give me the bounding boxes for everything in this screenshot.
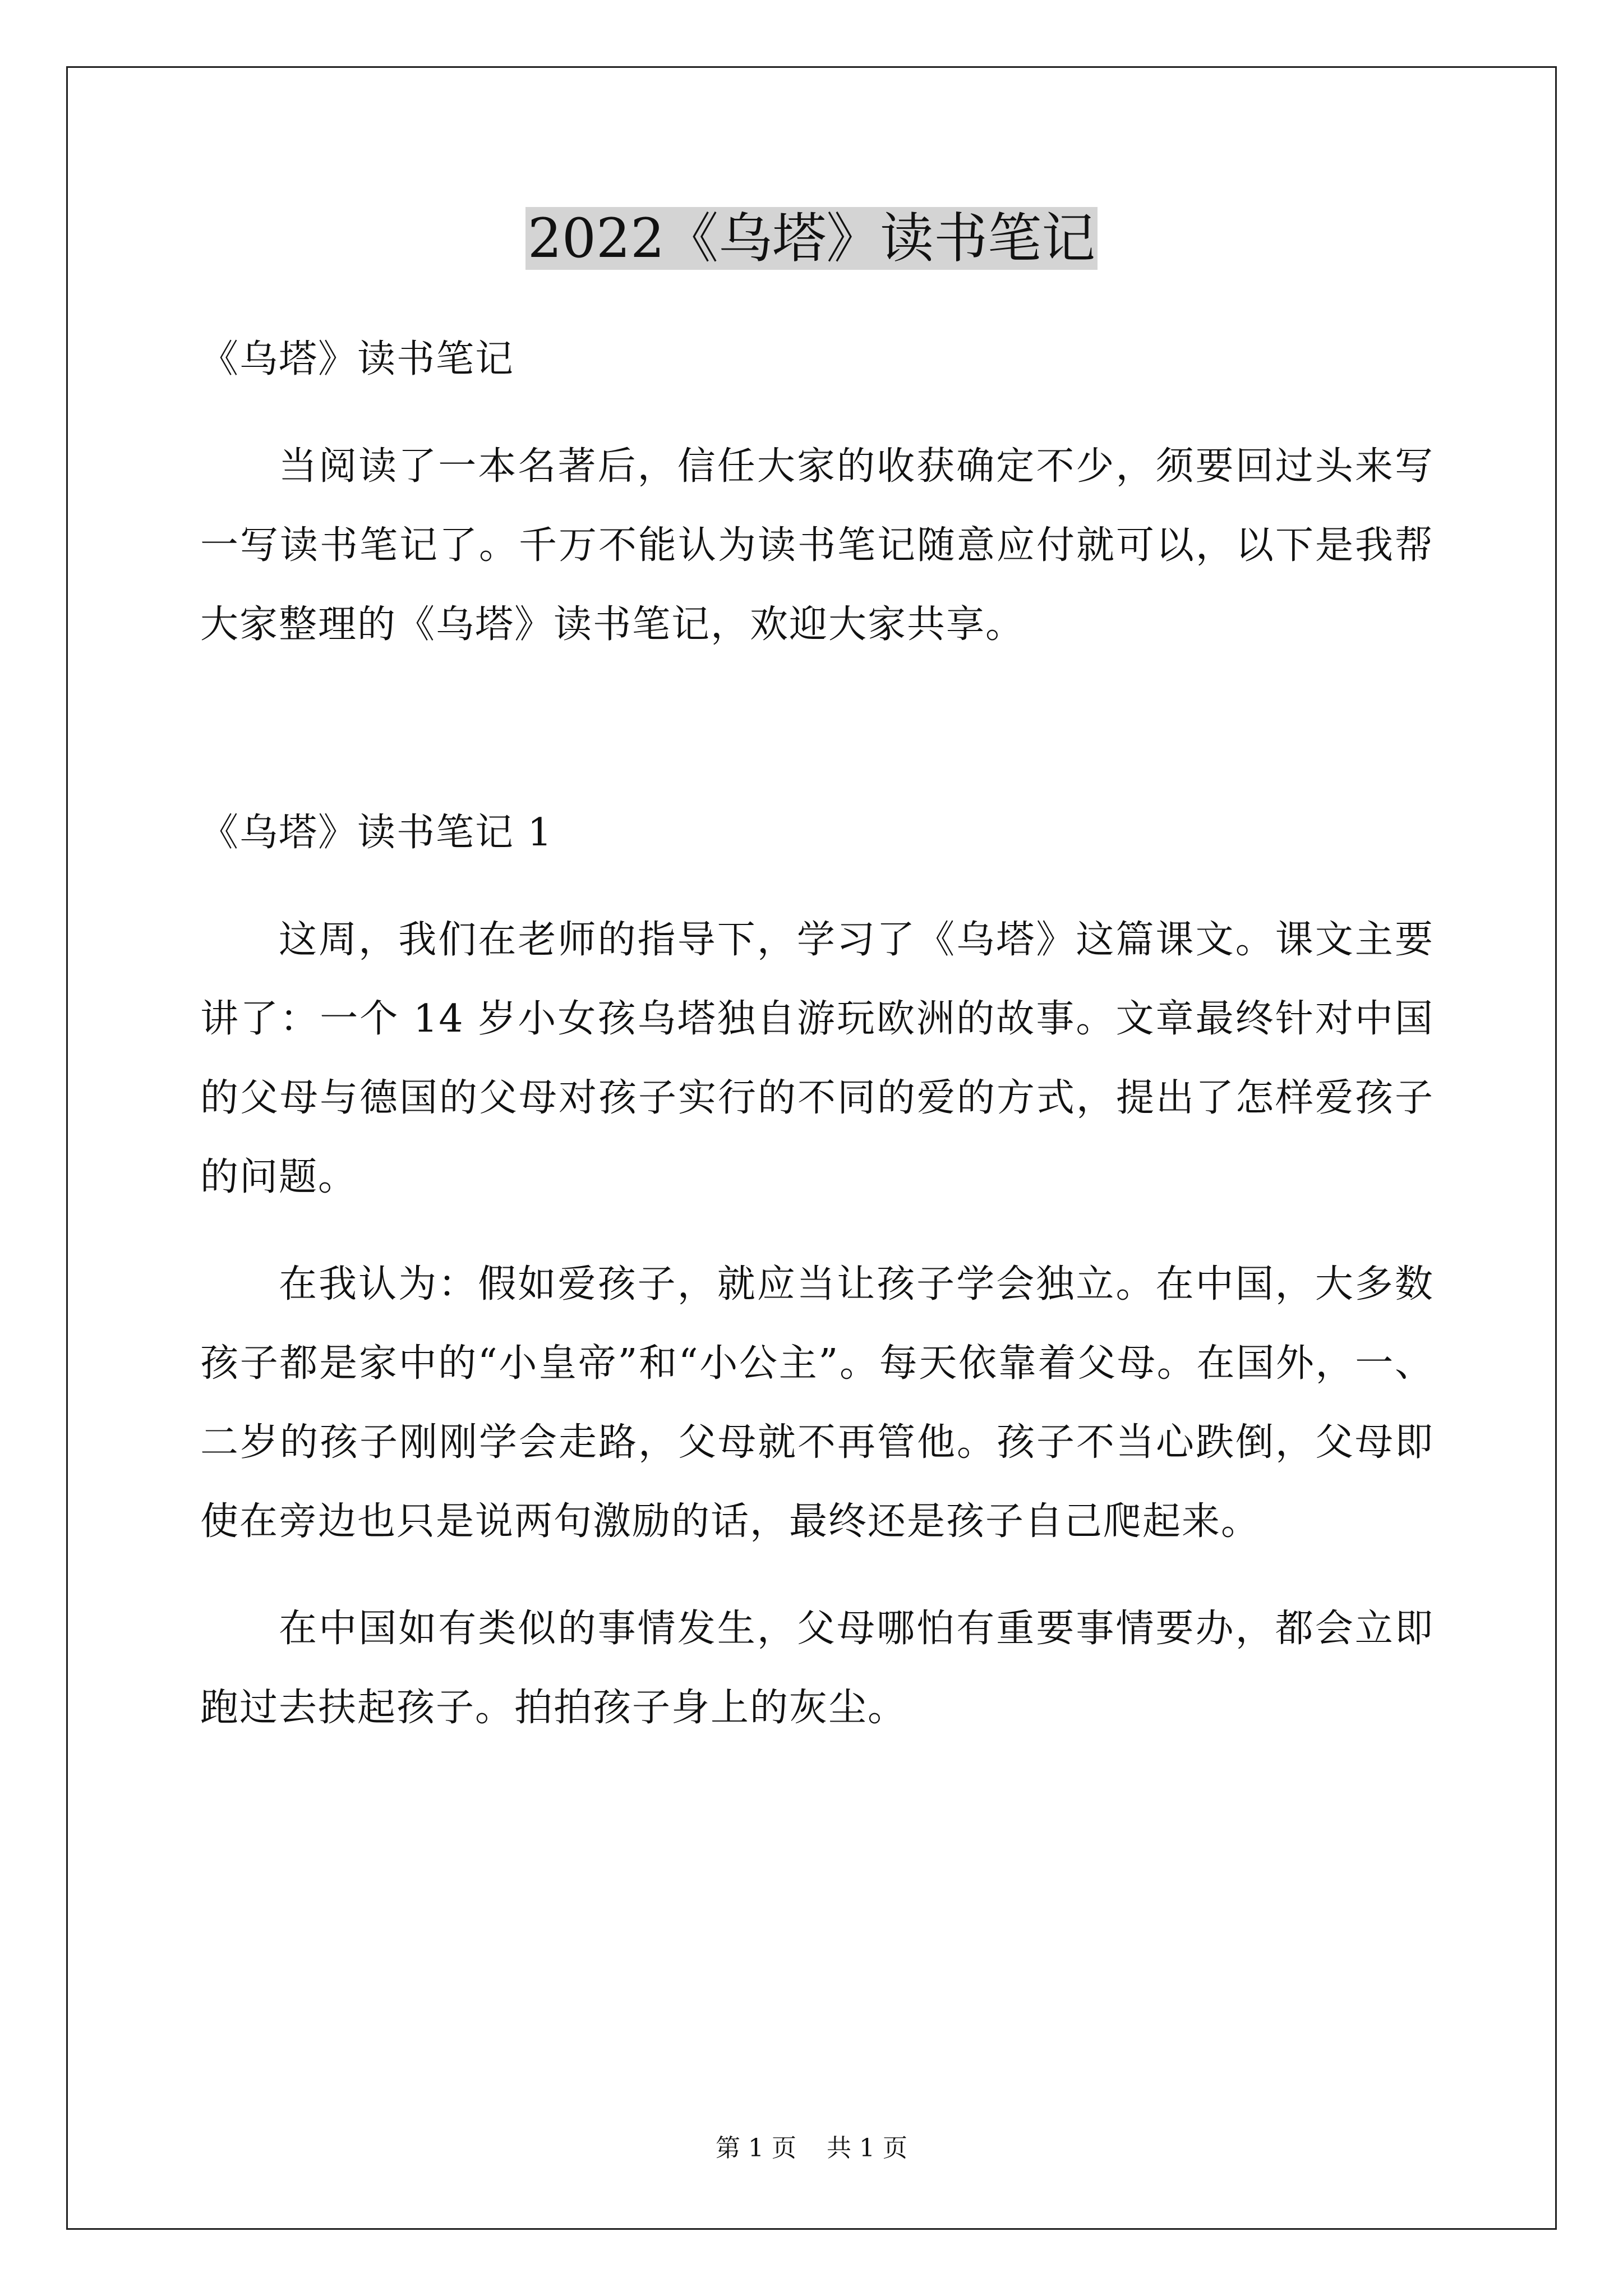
document-title-text: 2022《乌塔》读书笔记 xyxy=(525,207,1098,270)
spacer xyxy=(200,664,1434,793)
section1-heading: 《乌塔》读书笔记 1 xyxy=(200,811,553,855)
document-title xyxy=(0,199,1623,278)
intro-heading: 《乌塔》读书笔记 xyxy=(200,337,515,381)
body-paragraph: 在我认为：假如爱孩子，就应当让孩子学会独立。在中国，大多数孩子都是家中的“小皇帝”和“小公主”。每天依靠着父母。在国外，一、二岁的孩子刚刚学会走路，父母就不再管他。孩子不当心跌倒，父母即使在旁边也只是说两句激励的话，最终还是孩子自己爬起来。 xyxy=(200,1262,1434,1544)
spacer xyxy=(200,399,1434,427)
page-number: 第 1 页 xyxy=(716,2134,796,2162)
page-count: 共 1 页 xyxy=(827,2134,907,2162)
spacer xyxy=(200,1561,1434,1589)
body-paragraph: 在中国如有类似的事情发生，父母哪怕有重要事情要办，都会立即跑过去扶起孩子。拍拍孩子身上的灰尘。 xyxy=(200,1607,1434,1730)
intro-paragraph: 当阅读了一本名著后，信任大家的收获确定不少，须要回过头来写一写读书笔记了。千万不能认为读书笔记随意应付就可以，以下是我帮大家整理的《乌塔》读书笔记，欢迎大家共享。 xyxy=(200,444,1434,647)
spacer xyxy=(200,1217,1434,1245)
document-body xyxy=(200,320,1434,1747)
body-paragraph: 这周，我们在老师的指导下，学习了《乌塔》这篇课文。课文主要讲了：一个 14 岁小女孩乌塔独自游玩欧洲的故事。文章最终针对中国的父母与德国的父母对孩子实行的不同的爱的方式，提出了怎样爱孩子的问题。 xyxy=(200,918,1434,1199)
spacer xyxy=(200,872,1434,900)
page-footer xyxy=(0,2132,1623,2165)
